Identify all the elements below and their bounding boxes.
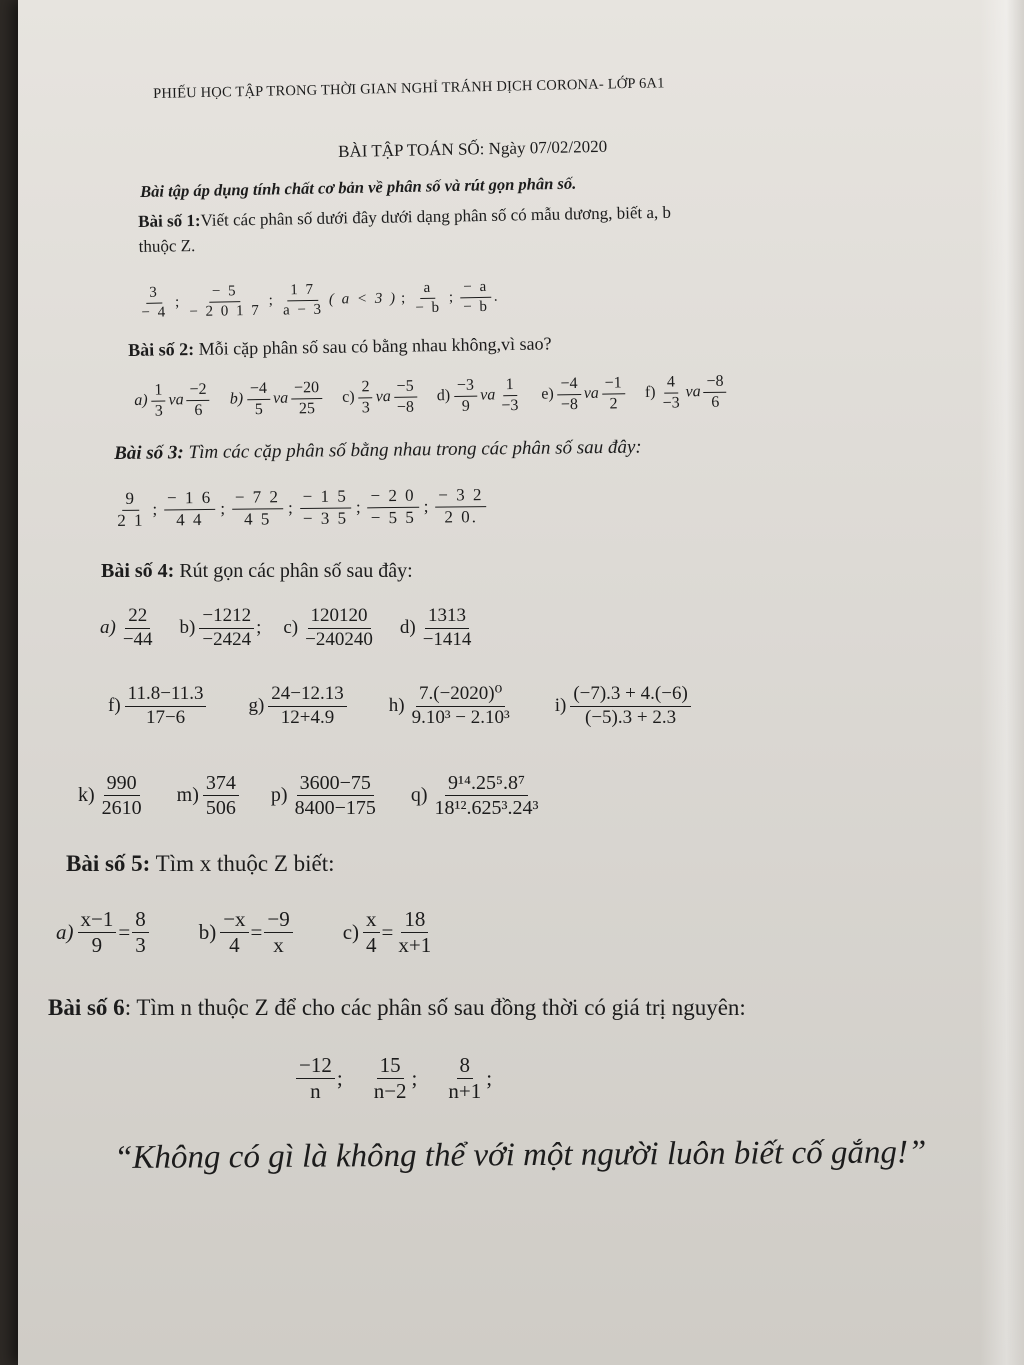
motivational-quote: “Không có gì là không thể với một người luôn biết cố gắng!” — [114, 1134, 927, 1176]
simplify-item: p) $\frac{3600-75}{8400-175}$ — [270, 772, 376, 819]
paper-edge — [980, 0, 1024, 1365]
equation-item: a) $\frac{x-1}{9}$ = $\frac{8}{3}$ — [56, 908, 151, 957]
exercise-3-text: Tìm các cặp phân số bằng nhau trong các phân số sau đây: — [183, 436, 642, 464]
pair-item: d) $\frac{-3}{9}$ va $\frac{1}{-3}$ — [436, 376, 519, 415]
fraction: $\frac{-12}{n}$ ; — [294, 1054, 343, 1103]
worksheet-header: PHIẾU HỌC TẬP TRONG THỜI GIAN NGHỈ TRÁNH DỊCH CORONA- LỚP 6A1 — [153, 75, 665, 102]
exercise-6-fractions — [294, 1054, 518, 1103]
exercise-2-text: Mỗi cặp phân số sau có bằng nhau không,vì sao? — [194, 333, 552, 359]
worksheet-subtitle: Bài tập áp dụng tính chất cơ bản về phân số và rút gọn phân số. — [140, 173, 577, 201]
exercise-1-fractions: $\frac{3}{- 4}$ ; $\frac{- 5}{- 2 0 1 7}$ ; $\frac{1 7}{a - 3}$ ( a < 3 ) ; $\frac{a}{- b}$ ; $\frac{- a}{- b}$ . — [136, 279, 500, 321]
fraction: $\frac{1 7}{a - 3}$ — [282, 281, 324, 318]
equation-item: c) $\frac{x}{4}$ = $\frac{18}{x+1}$ — [342, 907, 432, 958]
exercise-5-text: Tìm x thuộc Z biết: — [150, 851, 335, 876]
simplify-item: q) $\frac{\text{9¹⁴.25⁵.8⁷}}{\text{18¹².625³.24³}}$ — [410, 772, 539, 819]
exercise-1-text: Viết các phân số dưới đây dưới dạng phân số có mẫu dương, biết a, b — [200, 202, 672, 230]
fraction: $\frac{- 2 0}{- 5 5}$ — [367, 487, 419, 528]
exercise-5-equations — [56, 908, 484, 957]
simplify-item: a) $\frac{22}{-44}$ — [100, 605, 153, 650]
pair-item: a) $\frac{1}{3}$ va $\frac{-2}{6}$ — [134, 381, 212, 420]
equation-item: b) $\frac{-x}{4}$ = $\frac{-9}{x}$ — [199, 908, 295, 957]
exercise-4-row-3 — [78, 772, 574, 819]
simplify-item: b) $\frac{-1212}{-2424}$ ; — [179, 605, 262, 650]
exercise-6 — [48, 995, 746, 1021]
condition: ( a < 3 ) — [328, 289, 398, 308]
exercise-3-label: Bài số 3: — [114, 442, 184, 464]
exercise-3-fractions: $\frac{9}{2 1}$ ; $\frac{- 1 6}{4 4}$ ; $\frac{- 7 2}{4 5}$ ; $\frac{- 1 5}{- 3 5}$ ; $\frac{- 2 0}{- 5 5}$ ; $\frac{- 3 2}{2 0.}$ — [112, 486, 489, 530]
exercise-3 — [114, 437, 642, 465]
fraction: $\frac{15}{n-2}$ ; — [373, 1053, 418, 1104]
exercise-1 — [138, 201, 672, 260]
fraction: $\frac{- 5}{- 2 0 1 7}$ — [189, 283, 261, 320]
simplify-item: h) $\frac{\text{7.(−2020)⁰}}{\text{9.10³ − 2.10³}}$ — [388, 683, 510, 728]
exercise-2-pairs — [134, 372, 747, 420]
pair-item: e) $\frac{-4}{-8}$ va $\frac{-1}{2}$ — [541, 374, 627, 414]
simplify-item: g) $\frac{24-12.13}{12+4.9}$ — [248, 684, 348, 729]
fraction: $\frac{a}{- b}$ — [415, 279, 442, 316]
exercise-2-label: Bài số 2: — [128, 338, 195, 360]
exercise-6-label: Bài số 6 — [48, 995, 125, 1020]
simplify-item: k) $\frac{990}{2610}$ — [78, 772, 142, 819]
exercise-4-text: Rút gọn các phân số sau đây: — [174, 560, 413, 582]
exercise-4 — [101, 560, 413, 583]
exercise-1-label: Bài số 1: — [138, 210, 201, 231]
fraction: $\frac{9}{2 1}$ — [117, 488, 145, 530]
exercise-1-text-2: thuộc Z. — [138, 235, 196, 256]
exercise-4-row-2 — [108, 684, 733, 729]
pair-item: c) $\frac{2}{3}$ va $\frac{-5}{-8}$ — [342, 378, 419, 417]
pair-item: b) $\frac{-4}{5}$ va $\frac{-20}{25}$ — [229, 379, 324, 419]
fraction: $\frac{- 1 5}{- 3 5}$ — [300, 488, 352, 529]
exercise-4-row-1 — [100, 606, 498, 651]
fraction: $\frac{8}{n+1}$ ; — [448, 1053, 493, 1104]
worksheet-paper — [18, 0, 1024, 1365]
exercise-5-label: Bài số 5: — [66, 851, 151, 876]
simplify-item: d) $\frac{1313}{-1414}$ — [399, 605, 472, 650]
simplify-item: c) $\frac{120120}{-240240}$ — [283, 605, 373, 650]
exercise-5 — [66, 851, 335, 877]
fraction: $\frac{3}{- 4}$ — [141, 284, 168, 321]
fraction: $\frac{- 3 2}{2 0.}$ — [435, 486, 487, 527]
simplify-item: m) $\frac{374}{506}$ — [177, 772, 241, 819]
exercise-4-label: Bài số 4: — [101, 560, 175, 582]
fraction: $\frac{- 7 2}{4 5}$ — [232, 488, 284, 529]
exercise-6-text: : Tìm n thuộc Z để cho các phân số sau đồng thời có giá trị nguyên: — [124, 995, 746, 1020]
fraction: $\frac{- a}{- b}$ — [460, 279, 492, 316]
simplify-item: f) $\frac{11.8-11.3}{17-6}$ — [108, 684, 208, 729]
simplify-item: i) $\frac{(-7).3 + 4.(-6)}{(-5).3 + 2.3}$ — [555, 684, 693, 729]
fraction: $\frac{- 1 6}{4 4}$ — [164, 489, 216, 530]
exercise-2 — [128, 333, 552, 361]
worksheet-title: BÀI TẬP TOÁN SỐ: Ngày 07/02/2020 — [338, 136, 608, 161]
pair-item: f) $\frac{4}{-3}$ va $\frac{-8}{6}$ — [645, 373, 729, 412]
